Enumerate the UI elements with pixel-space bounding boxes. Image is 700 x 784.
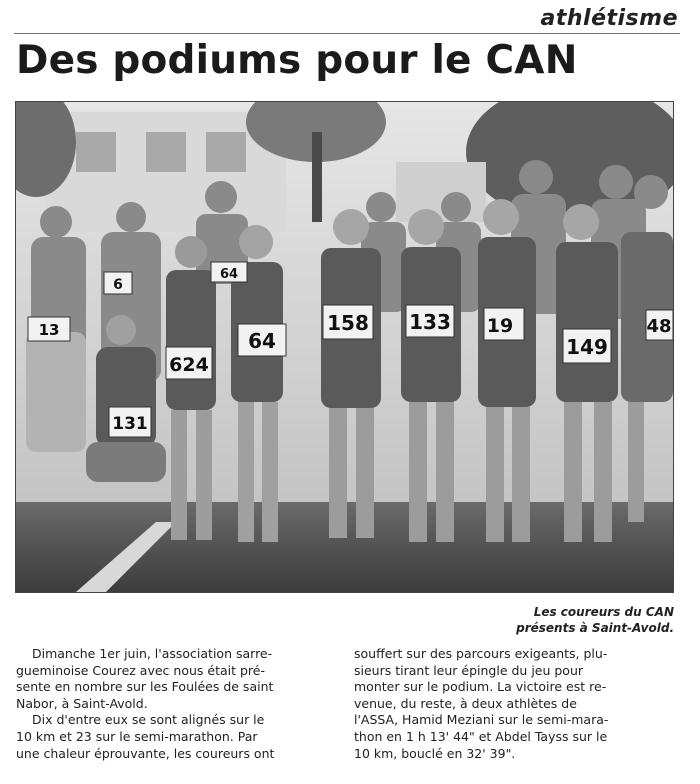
article-column-left <box>16 646 334 762</box>
bib-number: 48 <box>646 316 672 337</box>
bib-number: 149 <box>566 335 608 359</box>
bib-number: 131 <box>112 414 148 434</box>
bib-number: 133 <box>409 310 451 334</box>
bib-number: 19 <box>486 315 514 337</box>
article-line: une chaleur éprouvante, les coureurs ont <box>16 745 275 761</box>
bib-number: 624 <box>169 354 209 376</box>
photo-caption <box>516 604 674 636</box>
article-line: 10 km et 23 sur le semi-marathon. Par <box>16 728 258 744</box>
caption-line: Les coureurs du CAN <box>533 605 674 619</box>
article-line: Dimanche 1er juin, l'association sarre- <box>32 646 273 661</box>
article-line: monter sur le podium. La victoire est re- <box>354 679 607 695</box>
article-line: 10 km, bouclé en 32' 39". <box>354 745 516 761</box>
article-line: venue, du reste, à deux athlètes de <box>354 695 577 711</box>
article-line: souffert sur des parcours exigeants, plu- <box>354 646 608 661</box>
section-rubric: athlétisme <box>540 6 678 31</box>
article-line: gueminoise Courez avec nous était pré- <box>16 662 265 678</box>
article-headline: Des podiums pour le CAN <box>16 38 578 83</box>
bib-number: 64 <box>219 267 239 282</box>
group-photo <box>15 101 674 593</box>
article-line: sieurs tirant leur épingle du jeu pour <box>354 662 584 678</box>
header-rule <box>14 33 680 34</box>
article-line: Nabor, à Saint-Avold. <box>16 695 148 711</box>
article-line: sente en nombre sur les Foulées de saint <box>16 679 274 695</box>
article-line: thon en 1 h 13' 44" et Abdel Tayss sur le <box>354 728 608 744</box>
bib-number: 64 <box>248 329 276 353</box>
bib-number: 158 <box>327 311 369 335</box>
article-line: l'ASSA, Hamid Meziani sur le semi-mara- <box>354 712 609 728</box>
bib-number: 13 <box>38 321 60 339</box>
bib-number: 6 <box>113 277 123 293</box>
article-column-right <box>354 646 672 762</box>
article-line: Dix d'entre eux se sont alignés sur le <box>32 712 265 728</box>
caption-line: présents à Saint-Avold. <box>516 621 674 635</box>
